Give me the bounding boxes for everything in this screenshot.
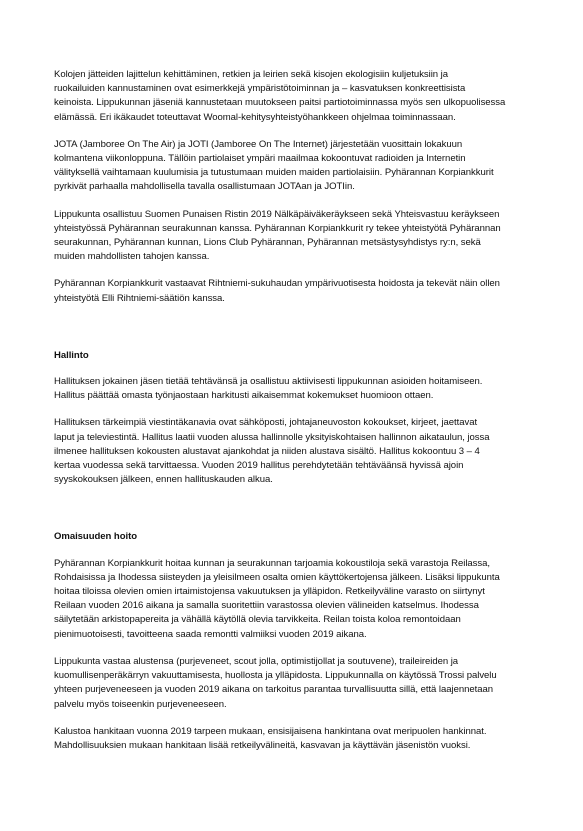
document-page: [54, 68, 534, 766]
section-heading-omaisuus: Omaisuuden hoito: [54, 531, 138, 543]
paragraph-hallinto-2: Hallituksen tärkeimpiä viestintäkanavia ovat sähköposti, johtajaneuvoston kokoukset, kirjeet, jaettavat laput ja televiestintä. Hallitus laatii vuoden alussa hallinnolle yksityiskohtaisen hallinnon aikataulun, jossa ilmenee hallituksen kokousten alustavat ajankohdat ja niiden alustava sisältö. Hallitus kokoontuu 3 – 4 kertaa vuodessa sekä tarvittaessa. Vuoden 2019 hallitus perehdytetään tehtäväänsä hyvissä ajoin syyskokouksen jälkeen, ennen hallituskauden alkua.: [54, 417, 490, 486]
paragraph-rihtniemi: Pyhärannan Korpiankkurit vastaavat Rihtniemi-sukuhaudan ympärivuotisesta hoidosta ja tekevät näin ollen yhteistyötä Elli Rihtniemi-säätiön kanssa.: [54, 278, 500, 304]
section-heading-hallinto: Hallinto: [54, 349, 89, 361]
paragraph-environment: Kolojen jätteiden lajittelun kehittäminen, retkien ja leirien sekä kisojen ekologisiin kuljetuksiin ja ruokailuiden kannustaminen ovat esimerkkejä ympäristötoiminnan ja – kasvatuksen konkreettisista keinoista. Lippukunnan jäseniä kannustetaan muutokseen paitsi partiotoiminnassa myös sen ulkopuolisessa elämässä. Eri ikäkaudet toteuttavat Woomal-kehitysyhteistyöhankkeen ohjelmaa toiminnassaan.: [54, 69, 506, 123]
paragraph-omaisuus-1: Pyhärannan Korpiankkurit hoitaa kunnan ja seurakunnan tarjoamia kokoustiloja sekä varastoja Reilassa, Rohdaisissa ja Ihodessa siisteyden ja yleisilmeen osalta omien käyttökertojensa jälkeen. Lisäksi lippukunta hoitaa tiloissa olevien omien irtaimistojensa vakuutuksen ja ylläpidon. Retkeilyväline varasto on siirtynyt Reilaan vuoden 2016 aikana ja samalla suoritettiin varastossa olevien välineiden katselmus. Ihodessa säilytetään arkistopapereita ja vähällä käytöllä olevia tarvikkeita. Reilan toista koloa remontoidaan pienimuotoisesti, tavoitteena saada remontti valmiiksi vuoden 2019 aikana.: [54, 557, 500, 640]
paragraph-jota-joti: JOTA (Jamboree On The Air) ja JOTI (Jamboree On The Internet) järjestetään vuosittain lokakuun kolmantena viikonloppuna. Tällöin partiolaiset ympäri maailmaa kokoontuvat radioiden ja Internetin välityksellä vaihtamaan kuulumisia ja tutustumaan muiden maiden partiolaisiin. Pyhärannan Korpiankkurit pyrkivät parhaalla mahdollisella tavalla osallistumaan JOTAan ja JOTIin.: [54, 138, 494, 193]
paragraph-cooperation: Lippukunta osallistuu Suomen Punaisen Ristin 2019 Nälkäpäiväkeräykseen sekä Yhteisvastuu keräykseen yhteistyössä Pyhärannan seurakunnan kanssa. Pyhärannan Korpiankkurit ry tekee yhteistyötä Pyhärannan seurakunnan, Pyhärannan kunnan, Lions Club Pyhärannan, Pyhärannan metsästysyhdistys ry:n, sekä muiden mahdollisten tahojen kanssa.: [54, 208, 501, 263]
paragraph-hallinto-1: Hallituksen jokainen jäsen tietää tehtävänsä ja osallistuu aktiivisesti lippukunnan asioiden hoitamiseen. Hallitus päättää omasta työnjaostaan harkitusti aikaisemmat kokemukset huomioon ottaen.: [54, 376, 483, 402]
section-spacer: [54, 319, 534, 349]
section-spacer: [54, 500, 534, 530]
paragraph-omaisuus-3: Kalustoa hankitaan vuonna 2019 tarpeen mukaan, ensisijaisena hankintana ovat meripuolen hankinnat. Mahdollisuuksien mukaan hankitaan lisää retkeilyvälineitä, kasvavan ja käyttävän jäsenistön vuoksi.: [54, 725, 487, 751]
paragraph-omaisuus-2: Lippukunta vastaa alustensa (purjeveneet, scout jolla, optimistijollat ja soutuvene), traileireiden ja kuomullisenperäkärryn vakuuttamisesta, huollosta ja ylläpidosta. Lippukunnalla on käytössä Trossi palvelu yhteen purjeveneeseen ja vuoden 2019 aikana on tarkoitus parantaa turvallisuutta sillä, että laajennetaan palvelu myös toiseenkin purjeveneeseen.: [54, 655, 497, 710]
